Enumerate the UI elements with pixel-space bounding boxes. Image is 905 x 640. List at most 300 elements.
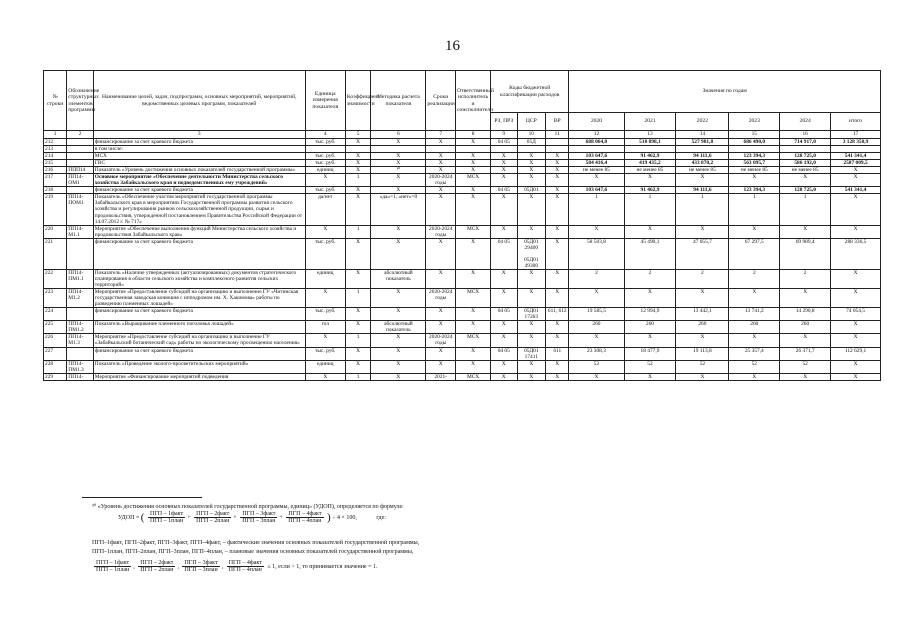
column-number: 3	[93, 131, 305, 139]
cell-year-value: 1	[569, 194, 624, 225]
cell-year-value: 128 725,0	[780, 187, 831, 194]
cell-vr: X	[546, 153, 569, 160]
cell-coef: 1	[345, 174, 370, 187]
table-row	[44, 269, 881, 288]
cell-name: Основное мероприятие «Обеспечение деятельности Министерства сельского хозяйства Забайкальского края и подведомственных ему учреждений»	[93, 174, 305, 187]
column-number: 11	[546, 131, 569, 139]
formula-fraction: $\frac{\text{ПГП – 3факт}}{\text{ПГП – 3план}}$	[184, 560, 218, 573]
cell-vr: X	[546, 321, 569, 334]
cell-coef: X	[345, 194, 370, 225]
cell-term: 2020-2024 годы	[426, 174, 456, 187]
cell-coef	[345, 146, 370, 153]
cell-year-value	[624, 146, 676, 153]
cell-year-value: 26 371,7	[780, 347, 831, 360]
cell-year-value: не менее 85	[569, 167, 624, 174]
cell-total: X	[831, 225, 881, 238]
cell-year-value: 23 308,3	[569, 347, 624, 360]
table-row	[44, 308, 881, 321]
cell-year-value: X	[569, 174, 624, 187]
cell-method: X	[371, 347, 426, 360]
cell-name: МСХ	[93, 153, 305, 160]
cell-code	[67, 139, 93, 146]
cell-no: 216	[44, 167, 67, 174]
cell-term: 2020-2024 годы	[426, 225, 456, 238]
cell-code	[67, 187, 93, 194]
cell-year-value	[780, 146, 831, 153]
cell-rz: X	[491, 360, 517, 373]
cell-code: ПП14-ПОМ1	[67, 194, 93, 225]
cell-code: ПП14-М1.3	[67, 334, 93, 347]
cell-year-value: 94 111,6	[676, 187, 729, 194]
cell-rz: 04 05	[491, 238, 517, 269]
cell-rz: X	[491, 160, 517, 167]
column-number: 10	[517, 131, 546, 139]
cell-year-value: 686 490,0	[729, 139, 780, 146]
cell-year-value: X	[729, 334, 780, 347]
cell-year-value: 19 585,5	[569, 308, 624, 321]
cell-resp: X	[456, 347, 491, 360]
cell-unit: да/нет	[305, 194, 345, 225]
cell-coef: X	[345, 167, 370, 174]
table-row	[44, 225, 881, 238]
column-number: 5	[345, 131, 370, 139]
cell-resp: МСХ	[456, 334, 491, 347]
cell-year-value: 260	[780, 321, 831, 334]
header-vr: ВР	[546, 113, 569, 131]
cell-csr: X	[517, 167, 546, 174]
cell-csr: X	[517, 334, 546, 347]
cell-term: X	[426, 194, 456, 225]
cell-method: X	[371, 373, 426, 380]
cell-term: X	[426, 308, 456, 321]
cell-unit: X	[305, 373, 345, 380]
cell-year-value: 47 055,7	[676, 238, 729, 269]
header-row-no: № строки	[44, 71, 67, 131]
cell-year-value: 19 113,8	[676, 347, 729, 360]
table-row	[44, 289, 881, 308]
cell-unit	[305, 146, 345, 153]
cell-resp: X	[456, 167, 491, 174]
cell-vr: X	[546, 194, 569, 225]
cell-method: X	[371, 153, 426, 160]
cell-year-value	[676, 146, 729, 153]
cell-code: ПП14-ПМ1.1	[67, 269, 93, 288]
cell-csr: X	[517, 289, 546, 308]
cell-total: X	[831, 373, 881, 380]
cell-resp: X	[456, 194, 491, 225]
cell-year-value: X	[569, 225, 624, 238]
table-row	[44, 194, 881, 225]
cell-rz: 04 05	[491, 139, 517, 146]
cell-resp: X	[456, 139, 491, 146]
cell-resp: X	[456, 187, 491, 194]
cell-coef: 1	[345, 334, 370, 347]
cell-no: 217	[44, 174, 67, 187]
cell-coef: X	[345, 347, 370, 360]
cell-rz: X	[491, 289, 517, 308]
cell-coef: 1	[345, 225, 370, 238]
cell-csr: 05Д01 29400 05Д01 49300	[517, 238, 546, 269]
cell-year-value: X	[676, 373, 729, 380]
header-total: итого	[831, 113, 881, 131]
cell-csr: X	[517, 153, 546, 160]
cell-name: финансирование за счет краевого бюджета	[93, 139, 305, 146]
cell-code: ПП14-М1.2	[67, 289, 93, 308]
cell-year-value: 58 503,8	[569, 238, 624, 269]
cell-year-value: 12 994,9	[624, 308, 676, 321]
cell-coef: 1	[345, 289, 370, 308]
cell-code	[67, 146, 93, 153]
cell-year-value: 13 442,1	[676, 308, 729, 321]
cell-name: в том числе:	[93, 146, 305, 153]
cell-rz: 04 05	[491, 308, 517, 321]
cell-no: 214	[44, 153, 67, 160]
cell-code: ПП14-ПМ1.2	[67, 321, 93, 334]
cell-rz	[491, 146, 517, 153]
cell-year-value: 52	[569, 360, 624, 373]
cell-rz: X	[491, 153, 517, 160]
formula-multiplier: ÷ 4 × 100,	[332, 514, 357, 521]
cell-coef: X	[345, 238, 370, 269]
cell-unit: единиц	[305, 269, 345, 288]
cell-year-value: 419 435,2	[624, 160, 676, 167]
cell-year-value: X	[624, 225, 676, 238]
cell-code: ПП14-ПМ1.3	[67, 360, 93, 373]
cell-year-value: не менее 85	[729, 167, 780, 174]
formula-fraction: $\frac{\text{ПГП – 1факт}}{\text{ПГП – 1план}}$	[149, 511, 184, 524]
formula-condition-text: ≤ 1, если > 1, то принимается значение = 1.	[267, 563, 378, 570]
cell-year-value: 67 297,5	[729, 238, 780, 269]
cell-rz: X	[491, 194, 517, 225]
cell-method: X	[371, 238, 426, 269]
cell-vr: X	[546, 174, 569, 187]
cell-total: 3 128 350,9	[831, 139, 881, 146]
header-name: Наименование целей, задач, подпрограмм, основных мероприятий, мероприятий, ведомственных целевых программ, показателей	[93, 71, 305, 131]
cell-coef: X	[345, 269, 370, 288]
cell-term: 2021-	[426, 373, 456, 380]
cell-total	[831, 146, 881, 153]
header-term: Сроки реализации	[426, 71, 456, 131]
cell-resp: МСХ	[456, 373, 491, 380]
header-unit: Единица измерения показателя	[305, 71, 345, 131]
column-number: 14	[676, 131, 729, 139]
cell-no: 226	[44, 334, 67, 347]
cell-year-value: 260	[624, 321, 676, 334]
column-number: 17	[831, 131, 881, 139]
cell-year-value: X	[780, 225, 831, 238]
cell-total: 2587 009,5	[831, 160, 881, 167]
cell-code	[67, 238, 93, 269]
cell-year-value: 1	[780, 194, 831, 225]
cell-year-value: 52	[624, 360, 676, 373]
cell-resp: X	[456, 238, 491, 269]
table-row	[44, 153, 881, 160]
cell-year-value: 45 490,1	[624, 238, 676, 269]
cell-csr: X	[517, 373, 546, 380]
cell-total: X	[831, 269, 881, 288]
header-code: Обозначение структурных элементов программы	[67, 71, 93, 131]
cell-year-value: 52	[780, 360, 831, 373]
cell-rz: X	[491, 269, 517, 288]
table-row	[44, 139, 881, 146]
table-row	[44, 347, 881, 360]
cell-no: 213	[44, 146, 67, 153]
cell-term: X	[426, 360, 456, 373]
cell-code	[67, 153, 93, 160]
formula-fraction: $\frac{\text{ПГП – 3факт}}{\text{ПГП – 3план}}$	[242, 511, 276, 524]
header-year: 2023	[729, 113, 780, 131]
cell-vr: X	[546, 334, 569, 347]
column-number: 4	[305, 131, 345, 139]
cell-term: 2020-2024 годы	[426, 289, 456, 308]
header-resp: Ответственный исполнитель и соисполнители	[456, 71, 491, 131]
cell-no: 215	[44, 160, 67, 167]
cell-code: ПП14-ОМ1	[67, 174, 93, 187]
table-row	[44, 373, 881, 380]
cell-coef: 1	[345, 373, 370, 380]
cell-year-value: X	[676, 174, 729, 187]
cell-year-value: 52	[729, 360, 780, 373]
formula-where: где:	[376, 514, 386, 521]
cell-no: 219	[44, 194, 67, 225]
cell-method: X	[371, 187, 426, 194]
cell-no: 228	[44, 360, 67, 373]
column-number: 16	[780, 131, 831, 139]
column-number: 1	[44, 131, 67, 139]
cell-year-value: не менее 85	[780, 167, 831, 174]
cell-method: «да»=1, «нет»=0	[371, 194, 426, 225]
column-number: 13	[624, 131, 676, 139]
cell-unit: X	[305, 334, 345, 347]
cell-csr: 05Д01 17263	[517, 308, 546, 321]
cell-term: X	[426, 321, 456, 334]
cell-term: 2020-2024 годы	[426, 334, 456, 347]
cell-year-value: 25 357,4	[729, 347, 780, 360]
footnote-intro: ³⁰ «Уровень достижения основных показателей государственной программы, единиц» (УДОП), определяется по формуле:	[92, 504, 404, 510]
cell-year-value: 510 898,1	[624, 139, 676, 146]
cell-year-value: 714 917,0	[780, 139, 831, 146]
header-coef: Коэффициент значимости	[345, 71, 370, 131]
cell-year-value: X	[676, 225, 729, 238]
cell-csr: X	[517, 225, 546, 238]
cell-method	[371, 146, 426, 153]
cell-method: X	[371, 139, 426, 146]
cell-coef: X	[345, 187, 370, 194]
cell-name: Показатель «Проведение эколого-просветительских мероприятий»	[93, 360, 305, 373]
cell-vr: X	[546, 289, 569, 308]
cell-year-value: X	[780, 334, 831, 347]
cell-no: 227	[44, 347, 67, 360]
cell-coef: X	[345, 153, 370, 160]
cell-method: X	[371, 225, 426, 238]
cell-resp: X	[456, 360, 491, 373]
cell-no: 223	[44, 289, 67, 308]
cell-year-value: 260	[569, 321, 624, 334]
cell-rz: X	[491, 225, 517, 238]
cell-unit: X	[305, 225, 345, 238]
cell-vr: X	[546, 373, 569, 380]
cell-year-value: 260	[676, 321, 729, 334]
cell-year-value: 13 741,2	[729, 308, 780, 321]
cell-vr: 611, 612	[546, 308, 569, 321]
cell-vr: X	[546, 238, 569, 269]
cell-vr: X	[546, 360, 569, 373]
cell-name: Мероприятие «Финансирование мероприятий подведения	[93, 373, 305, 380]
cell-rz: X	[491, 334, 517, 347]
formula-fraction: $\frac{\text{ПГП – 4факт}}{\text{ПГП – 4план}}$	[228, 560, 262, 573]
cell-year-value: X	[624, 334, 676, 347]
cell-method: абсолютный показатель	[371, 321, 426, 334]
cell-resp: X	[456, 153, 491, 160]
cell-unit: тыс. руб.	[305, 139, 345, 146]
cell-total: 112 629,1	[831, 347, 881, 360]
cell-csr: X	[517, 194, 546, 225]
cell-year-value: X	[780, 174, 831, 187]
cell-year-value: 94 111,6	[676, 153, 729, 160]
cell-method: X	[371, 334, 426, 347]
cell-csr	[517, 146, 546, 153]
cell-unit: тыс. руб.	[305, 308, 345, 321]
footnote-formula: УДОП = ( $\frac{\text{ПГП – 1факт}}{\text{ПГП – 1план}}$ + $\frac{\text{ПГП – 2факт}}{\text{ПГП – 2план}}$ + $\frac{\text{ПГП – 3факт}}{\text{ПГП – 3план}}$ + $\frac{\text{ПГП – 4факт}}{\text{ПГП – 4план}}$ ) ÷ 4 × 100, где:	[118, 511, 386, 524]
cell-rz: X	[491, 373, 517, 380]
cell-year-value: 91 462,9	[624, 187, 676, 194]
cell-year-value: 527 981,8	[676, 139, 729, 146]
cell-year-value: 91 462,9	[624, 153, 676, 160]
footnote-condition: $\frac{\text{ПГП – 1факт}}{\text{ПГП – 1план}}$ , $\frac{\text{ПГП – 2факт}}{\text{ПГП – 2план}}$ , $\frac{\text{ПГП – 3факт}}{\text{ПГП – 3план}}$ , $\frac{\text{ПГП – 4факт}}{\text{ПГП – 4план}}$ ≤ 1, если > 1, то принимается значение = 1.	[96, 560, 378, 573]
cell-coef: X	[345, 139, 370, 146]
cell-unit: X	[305, 289, 345, 308]
cell-year-value: X	[676, 334, 729, 347]
cell-code	[67, 308, 93, 321]
header-year: 2021	[624, 113, 676, 131]
table-row	[44, 146, 881, 153]
cell-year-value: 2	[780, 269, 831, 288]
table-row	[44, 360, 881, 373]
cell-year-value: 123 394,3	[729, 153, 780, 160]
cell-method: X	[371, 289, 426, 308]
cell-year-value: 2	[729, 269, 780, 288]
cell-csr: X	[517, 160, 546, 167]
header-year: 2024	[780, 113, 831, 131]
column-number: 2	[67, 131, 93, 139]
program-table	[43, 70, 881, 381]
cell-resp: МСХ	[456, 225, 491, 238]
cell-year-value: X	[569, 373, 624, 380]
column-number: 9	[491, 131, 517, 139]
cell-total: 541 341,4	[831, 153, 881, 160]
header-values-by-year: Значения по годам	[569, 71, 881, 113]
cell-year-value: 2	[676, 269, 729, 288]
cell-vr: 611	[546, 347, 569, 360]
cell-method: X	[371, 160, 426, 167]
cell-year-value: 69 989,4	[780, 238, 831, 269]
cell-no: 220	[44, 225, 67, 238]
header-rz: РЗ, ПРЗ	[491, 113, 517, 131]
cell-no: 229	[44, 373, 67, 380]
cell-unit: единиц	[305, 360, 345, 373]
footnote-separator	[82, 497, 202, 498]
cell-unit: тыс. руб.	[305, 160, 345, 167]
cell-term: X	[426, 160, 456, 167]
cell-year-value: 123 394,3	[729, 187, 780, 194]
cell-total: 541 341,4	[831, 187, 881, 194]
cell-no: 225	[44, 321, 67, 334]
cell-term: X	[426, 153, 456, 160]
cell-coef: X	[345, 308, 370, 321]
cell-no: 224	[44, 308, 67, 321]
cell-name: финансирование за счет краевого бюджета	[93, 347, 305, 360]
cell-term: X	[426, 167, 456, 174]
cell-code: ПП14-	[67, 373, 93, 380]
cell-rz: X	[491, 167, 517, 174]
header-method: Методика расчета показателя	[371, 71, 426, 131]
cell-year-value: 103 647,6	[569, 153, 624, 160]
formula-lhs: УДОП =	[118, 514, 140, 521]
cell-csr: 05Д01 17411	[517, 347, 546, 360]
cell-method: ³⁰	[371, 167, 426, 174]
column-number: 15	[729, 131, 780, 139]
formula-fraction: $\frac{\text{ПГП – 4факт}}{\text{ПГП – 4план}}$	[288, 511, 322, 524]
cell-no: 222	[44, 269, 67, 288]
cell-vr	[546, 146, 569, 153]
cell-year-value: X	[729, 174, 780, 187]
cell-method: X	[371, 308, 426, 321]
cell-year-value: 563 095,7	[729, 160, 780, 167]
cell-year-value	[569, 146, 624, 153]
table-row	[44, 238, 881, 269]
cell-no: 212	[44, 139, 67, 146]
formula-fraction: $\frac{\text{ПГП – 2факт}}{\text{ПГП – 2план}}$	[196, 511, 230, 524]
cell-resp: X	[456, 321, 491, 334]
cell-year-value: 52	[676, 360, 729, 373]
cell-code	[67, 160, 93, 167]
cell-vr: X	[546, 167, 569, 174]
formula-fraction: $\frac{\text{ПГП – 2факт}}{\text{ПГП – 2план}}$	[140, 560, 174, 573]
cell-year-value: 103 647,6	[569, 187, 624, 194]
cell-unit: X	[305, 174, 345, 187]
cell-unit: тыс. руб.	[305, 347, 345, 360]
cell-rz: X	[491, 321, 517, 334]
cell-resp: X	[456, 269, 491, 288]
column-number: 8	[456, 131, 491, 139]
cell-no: 218	[44, 187, 67, 194]
cell-method: абсолютный показатель	[371, 269, 426, 288]
cell-year-value: X	[624, 373, 676, 380]
cell-year-value: X	[569, 334, 624, 347]
table-row	[44, 160, 881, 167]
cell-coef: X	[345, 160, 370, 167]
cell-rz: 04 05	[491, 187, 517, 194]
cell-resp: МСХ	[456, 174, 491, 187]
cell-total: X	[831, 360, 881, 373]
cell-year-value: 260	[729, 321, 780, 334]
cell-total: X	[831, 321, 881, 334]
cell-vr: X	[546, 160, 569, 167]
table-row	[44, 174, 881, 187]
cell-total: X	[831, 194, 881, 225]
cell-csr: 05Д01	[517, 187, 546, 194]
table-row	[44, 167, 881, 174]
cell-coef: X	[345, 321, 370, 334]
cell-resp: X	[456, 308, 491, 321]
cell-name: финансирование за счет краевого бюджета	[93, 187, 305, 194]
cell-unit: тыс. руб.	[305, 187, 345, 194]
cell-year-value: X	[729, 373, 780, 380]
cell-year-value: 584 416,4	[569, 160, 624, 167]
cell-year-value: не менее 85	[624, 167, 676, 174]
header-budget-codes: Коды бюджетной классификации расходов	[491, 71, 569, 113]
cell-coef: X	[345, 360, 370, 373]
